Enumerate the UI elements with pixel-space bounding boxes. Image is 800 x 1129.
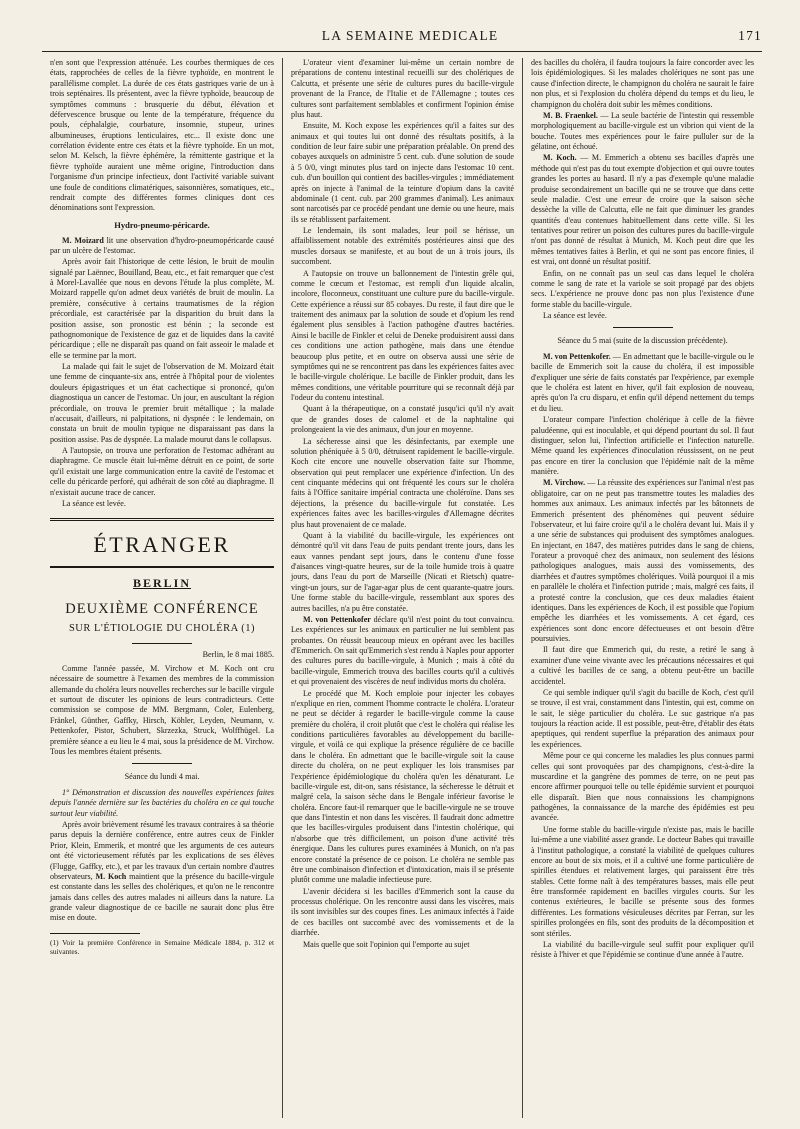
dateline: Berlin, le 8 mai 1885. (202, 650, 274, 660)
paragraph-text: déclare qu'il n'est point du tout convaincu. Les expériences sur les animaux en particulier ne lui semblent pas probantes. On réussit beaucoup mieux en opérant avec les bacilles d'Emmerich. On sait qu'Emmerich s'est rendu à Naples pour apporter des cultures pures du bacille-virgule, à Munich ; mais à côté du bacille-virgule, Emmerich trouva des bacilles courts qu'il a cultivés et qui provenaient des viscères de neuf individus morts du choléra. (291, 614, 514, 687)
speaker-name: M. Koch. (543, 153, 577, 163)
agenda-item: 1° Démonstration et discussion des nouvelles expériences faites depuis l'année dernière sur les bactéries du choléra en ce qui touche surtout leur viabilité. (50, 787, 274, 818)
speaker-name: M. B. Fraenkel. (543, 110, 598, 120)
paragraph-text: Après avoir brièvement résumé les travaux contraires à sa théorie parus depuis la dernière conférence, entre autres ceux de Finkler Prior, Klein, Emmerik, et montré que les arguments de ces auteurs ont été victorieusement réfutés par les explications de ses élèves (Flugge, Gaffky, etc.), et par les travaux d'un certain nombre d'autres observateurs, (50, 820, 274, 881)
paragraph: Ce qui semble indiquer qu'il s'agit du bacille de Koch, c'est qu'il se trouve, il est vrai, constamment dans l'intestin, qui est, comme on le sait, le siège particulier du choléra. Le suc gastrique n'a pas toujours la réaction acide. Il est possible, peut-être, d'établir des états apeptiques, qui rendent superflue la préparation des animaux pour les expériences. (531, 687, 754, 749)
short-divider (132, 643, 192, 644)
paragraph (291, 615, 514, 688)
paragraph: Enfin, on ne connaît pas un seul cas dans lequel le choléra comme le sang de rate et la variole se soit propagé par des objets secs. L'expérience ne prouve donc pas non plus l'existence d'une forme stable du bacille-virgule. (531, 268, 754, 309)
paragraph-text: — La seule bactérie de l'intestin qui ressemble morphologiquement au bacille-virgule est un vibrion qui vient de la bouche. Toutes mes expériences pour le faire pulluler sur de la gélatine, ont échoué. (531, 110, 754, 151)
city-heading: BERLIN (132, 575, 191, 590)
paragraph: Ensuite, M. Koch expose les expériences qu'il a faites sur des animaux et qui toutes lui ont donné des résultats positifs, à la condition de leur faire subir une préparation préalable. On prend des cobayes auxquels on administre 5 cent. cub. d'une solution de soude à 5 0/0, vingt minutes plus tard on injecte dans l'estomac 10 cent. cub. d'un bouillon qui contient des bacilles-virgules ; immédiatement après on injecte à l'animal de la teinture d'opium dans la cavité abdominale (1 cent. cub. par 200 grammes d'animal). Les animaux sont narcotisés par ce procédé pendant une demie ou une heure, mais ils se rétablissent parfaitement. (291, 121, 514, 224)
paragraph: L'orateur vient d'examiner lui-même un certain nombre de préparations de contenu intestinal recueilli sur des cholériques de Calcutta, et présente une série de cultures pures du bacille-virgule provenant de la France, de l'Italie et de l'Allemagne ; toutes ces cultures sont parfaitement semblables et confirment l'opinion émise plus haut. (291, 58, 514, 119)
paragraph (50, 236, 274, 257)
paragraph (531, 111, 754, 153)
paragraph (531, 153, 754, 267)
closing-line: La séance est levée. (543, 311, 607, 320)
paragraph (531, 478, 754, 644)
paragraph: Le lendemain, ils sont malades, leur poil se hérisse, un affaiblissement notable des extrémités postérieures ainsi que des muscles dorsaux se manifeste, et au bout de un à trois jours, ils succombent. (291, 226, 514, 267)
paragraph: La viabilité du bacille-virgule seul suffit pour expliquer qu'il résiste à l'hiver et que l'épidémie se continue d'une année à l'autre. (531, 939, 754, 960)
paragraph: Quant à la viabilité du bacille-virgule, les expériences ont démontré qu'il vit dans l'eau de puits pendant trente jours, dans les eaux vannes pendant sept jours, dans le contenu d'une fosse d'aisances vingt-quatre heures, sur de la toile humide trois à quatre jours, dans l'eau du port de Marseille (Nicati et Rietsch) quatre-vingt-un jours, sur de l'agar-agar plus de cent quarante-quatre jours. Une forme stable du bacille-virgule, ressemblant aux spores des autres bacilles, n'a pu être constatée. (291, 530, 514, 613)
three-column-body (42, 58, 762, 1118)
short-divider (132, 763, 192, 764)
speaker-name: M. Koch (95, 871, 127, 881)
section-divider (50, 518, 274, 521)
column-3 (522, 58, 762, 1118)
paragraph: Après avoir fait l'historique de cette lésion, le bruit de moulin signalé par Laënnec, Bouilland, Beau, etc., et fait remarquer que c'est à Morel-Lavallée que nous en devons l'étude la plus complète, M. Moizard rappelle qu'on admet deux variétés de bruit de moulin. La première, consécutive à certains traumatismes de la région précordiale, est caractérisée par la disparition du bruit dans la position assise, son pronostic est bénin ; la seconde est pathognomonique de l'existence de gaz et de liquides dans la cavité péricardique ; elle ne disparaît pas quand on fait asseoir le malade et elle se termine par la mort. (50, 257, 274, 360)
paragraph: A l'autopsie, on trouva une perforation de l'estomac adhérant au diaphragme. Ce muscle était lui-même détruit en ce point, de sorte qu'il existait une large communication entre la cavité de l'estomac et celle du péricarde perforé, qui adhérait de son côté au diaphragme. Il n'existait aucune trace de cancer. (50, 446, 274, 497)
paragraph (50, 820, 274, 924)
paragraph: Même pour ce qui concerne les maladies les plus connues parmi celles qui sont provoquées par des champignons, c'est-à-dire la muscardine et la gangrène des pommes de terre, on ne peut pas encore affirmer pourquoi telle ou telle épidémie survient et pourquoi elle disparaît. Bien que nous connaissions les champignons pathogènes, la connaissance de la marche des épidémies est peu avancée. (531, 751, 754, 823)
paragraph: L'orateur compare l'infection cholérique à celle de la fièvre paludéenne, qui est inoculable, et qui dépend pourtant du sol. Il faut distinguer, selon lui, l'infection artificielle et l'infection naturelle. Même quand les expériences d'inoculation réussissent, on ne peut pas encore en tirer la conclusion que l'épidémie naît de la même manière. (531, 415, 754, 477)
paragraph: A l'autopsie on trouve un ballonnement de l'intestin grêle qui, comme le cœcum et l'estomac, est rempli d'un liquide alcalin, incolore, floconneux, constituant une culture pure du bacille-virgule. Cette expérience a réussi sur 85 cobayes. Du reste, il faut dire que le traitement des animaux par la solution de soude et d'opium les rend également plus sensibles à l'action pathogène d'autres bactéries. Ainsi le bacille de Finkler et celui de Deneke produisirent aussi dans ces conditions une action pathogène, mais dans une étendue beaucoup plus petite, et en outre on observa aussi une série de symptômes qui ne se rencontrent pas dans les expériences faites avec le bacille-virgule cholérique. Le bacille de Finkler produit, dans les mêmes conditions, une véritable pourriture qui se reconnaît déjà par l'odeur du contenu intestinal. (291, 268, 514, 402)
column-1 (42, 58, 282, 1118)
speaker-name: M. von Pettenkofer. (543, 351, 611, 361)
paragraph: des bacilles du choléra, il faudra toujours la faire concorder avec les lois épidémiologiques. Si les malades cholériques ne sont pas une cause d'infection directe, le champignon du choléra ne saurait le faire non plus, et si l'explosion du choléra dépend du temps et du lieu, le champignon du choléra doit subir les mêmes conditions. (531, 58, 754, 109)
rubric-title: ÉTRANGER (93, 532, 231, 558)
paragraph: Le procédé que M. Koch emploie pour injecter les cobayes n'explique en rien, comment l'homme contracte le choléra. L'orateur ne peut se décider à regarder le bacille-virgule comme la cause première du choléra, il croit plutôt que c'est le choléra qui réalise les conditions particulières favorables au développement du bacille-virgule, et voilà ce qui explique la présence régulière de ce bacille dans le choléra. En admettant que le bacille-virgule soit la cause directe du choléra, on ne peut expliquer les lois transmises par l'expérience épidémiologique du choléra qu'en les dénaturant. Le bacille-virgule est, dit-on, sans résistance, la sécheresse le détruit et malgré cela, la saison sèche dans le Bengale inférieur favorise le choléra. Encore faut-il remarquer que le bacille-virgule ne se trouve que dans l'intestin et non dans les viscères. Il faudrait donc admettre que les bacilles-virgules produisent dans l'intestin cholérique, qui n'absorbe que très difficilement, un poison d'une activité très énergique. Dans les cultures pures examinées à Munich, on n'a pas encore constaté la présence de ce poison. Le choléra ne semble pas être une combinaison d'infection et d'intoxication, mais il se présente plutôt comme une maladie infectieuse pure. (291, 688, 514, 885)
paragraph-text: — La réussite des expériences sur l'animal n'est pas obligatoire, car on ne peut pas transmettre toutes les maladies des hommes aux animaux. Les animaux infectés par les bâtonnets de Emmerich présentent des phénomènes qui peuvent séduire l'observateur, et lui faire croire qu'il a le choléra devant lui. Mais il y a une série de substances qui produisent des symptômes analogues. En injectant, en 1847, des matières putrides dans le sang de chiens, l'orateur a provoqué chez des animaux, non seulement des lésions pathologiques analogues, mais aussi des vomissements, des diarrhées et d'autres symptômes cholériques. Voilà pourquoi il a mis en parallèle le choléra et l'infection putride ; mais, malgré ces faits, il a protesté contre la conclusion, que ces deux maladies étaient identiques. Dans les expériences de Koch, il est possible que l'opium empêche les diarrhées et les vomissements. A cet égard, ces expériences sont donc encore défectueuses et ont besoin d'être poursuivies. (531, 478, 754, 644)
footnote-rule (50, 933, 140, 934)
short-divider (613, 327, 673, 328)
paragraph-text: — M. Emmerich a obtenu ses bacilles d'après une méthode qui n'est pas du tout exempte d'objection et qui ouvre toutes grandes les portes au hasard. Il n'y a pas d'exemple qu'une maladie produise secondairement un bacille qui ne se trouve que dans cette seule maladie. C'est une erreur de croire que la saison sèche dessèche la ville de Calcutta, elle ne fait que diminuer les grandes quantités d'eau contenues habituellement dans cette ville. Si les tentatives pour retirer un poison des cultures pures du bacille-virgule n'ont pas donné de résultat à Munich, M. Koch peut dire que les mêmes tentatives faites à Berlin, et qui ne sont pas encore finies, il est vrai, ont donné un résultat positif. (531, 153, 754, 267)
paragraph: Mais quelle que soit l'opinion qui l'emporte au sujet (303, 939, 470, 949)
article-subtitle: SUR L'ÉTIOLOGIE DU CHOLÉRA (1) (68, 622, 256, 634)
journal-title: LA SEMAINE MEDICALE (321, 28, 499, 43)
paragraph: Il faut dire que Emmerich qui, du reste, a retiré le sang à examiner d'une veine vivante avec les précautions nécessaires et qui a cultivé les bacilles de ce sang, a obtenu peut-être un bacille accidentel. (531, 645, 754, 686)
paragraph: Comme l'année passée, M. Virchow et M. Koch ont cru nécessaire de soumettre à l'examen des membres de la commission allemande du choléra leurs nouvelles recherches sur le bacille virgule et surtout de discuter les opinions de leurs contradicteurs. Cette commission se compose de MM. Bergmann, Coler, Eulenberg, Fränkel, Günther, Gaffky, Hirsch, Köhler, Leyden, Neumann, v. Pettenkofer, Pistor, Schubert, Skrzezka, Struck, Wolffhügel. La première séance a eu lieu le 4 mai, sous la présidence de M. Virchow. Tous les membres étaient présents. (50, 663, 274, 756)
paragraph: Une forme stable du bacille-virgule n'existe pas, mais le bacille lui-même a une viabilité assez grande. Le docteur Babes qui travaille à l'institut pathologique, a constaté la viabilité de quelques cultures encore au bout de six mois, et il a cultivé une forme particulière de spirilles étendues et relativement larges, qui paraissent être très stables. Cette forme naît à des températures basses, mais elle peut être transformée rapidement en bacilles virgules courts. Sur les contenus extérieures, le bacille se présente sous des formes différentes. Les formations vésiculeuses décrites par Ferran, sur les spirilles prolongées en fils, sont des produits de la décomposition et sont stériles. (531, 824, 754, 938)
paragraph-text: maintient que la présence du bacille-virgule est constante dans les selles des cholériques, et qu'on ne le rencontre jamais dans celles des autres malades ni ailleurs dans la nature. La grande valeur diagnostique de ce bacille ne saurait donc plus être mise en doute. (50, 871, 274, 923)
session-heading: Séance du 5 mai (suite de la discussion précédente). (557, 336, 728, 346)
paragraph: L'avenir décidera si les bacilles d'Emmerich sont la cause du processus cholérique. On les rencontre aussi dans les viscères, mais ils sont invisibles sur des coupes fines. Les animaux infectés à l'aide de ces bacilles ont succombé avec des vomissements et de la diarrhée. (291, 886, 514, 938)
paragraph (531, 352, 754, 414)
paragraph: Quant à la thérapeutique, on a constaté jusqu'ici qu'il n'y avait que de grandes doses de calomel et de la naphtaline qui prolongeaient la vie des animaux, d'un jour en moyenne. (291, 404, 514, 435)
paragraph: La sécheresse ainsi que les désinfectants, par exemple une solution phéniquée à 5 0/0, détruisent rapidement le bacille-virgule. Koch cite encore une nouvelle observation faite sur l'homme, observation qui peut remplacer une expérience d'infection. Un des cent cinquante médecins qui ont fréquenté les cours sur le choléra faits à l'Office sanitaire impérial contracta une choléroïne. Dans ses déjections, la présence du bacille-virgule fut constatée. Les expériences faites avec les bacilles-virgules d'Allemagne décrites plus haut provenaient de ce malade. (291, 436, 514, 529)
paragraph-text: — En admettant que le bacille-virgule ou le bacille de Emmerich soit la cause du choléra, il est impossible d'expliquer une série de faits constatés par l'expérience, par exemple que le choléra est latent en hiver, qu'il fait explosion de nouveau, après qu'on l'a cru disparu, et enfin qu'il dépend nettement du temps et du lieu. (531, 351, 754, 413)
session-heading: Séance du lundi 4 mai. (124, 772, 200, 782)
paragraph: La malade qui fait le sujet de l'observation de M. Moizard était une femme de cinquante-six ans, entrée à l'hôpital pour de violentes douleurs épigastriques et un état cachectique si prononcé, qu'on diagnostiqua un cancer de l'estomac. Un jour, en auscultant la région précordiale, on trouva le premier bruit métallique ; la malade n'accusait, d'ailleurs, ni palpitations, ni dyspnée : le lendemain, on constata un bruit de moulin typique ne disparaissant pas dans la position assise. Pas de dyspnée. La malade mourut dans le collapsus. (50, 362, 274, 444)
paragraph-text: lit une observation d'hydro-pneumopéricarde causé par un ulcère de l'estomac. (50, 235, 275, 255)
section-title: Hydro-pneumo-péricarde. (114, 219, 210, 230)
speaker-name: M. Moizard (62, 235, 104, 245)
closing-line: La séance est levée. (62, 498, 126, 508)
rubric-rule (50, 566, 274, 568)
page-number: 171 (738, 28, 762, 43)
speaker-name: M. Virchow. (543, 478, 586, 488)
paragraph: n'en sont que l'expression atténuée. Les courbes thermiques de ces états, rapprochées de celles de la fièvre typhoïde, en montrent le parallélisme complet. La durée de ces états gastriques varie de un à trois septénaires. Ils présentent, avec la fièvre typhoïde, beaucoup de symptômes communs : brusquerie du début, élévation et défervescence brusque ou lente de la température, fréquence du pouls, céphalalgie, courbature, insomnie, stupeur, urines albumineuses, éruptions lenticulaires, etc... Il existe donc une corrélation évidente entre ces états et la fièvre typhoïde. En un mot, selon M. Kelsch, la fièvre éphémère, la rémittente gastrique et la fièvre typhoïde auraient une même origine, l'introduction dans l'organisme d'un principe infectieux, dont l'activité variable suivant une foule de conditions climatériques, saisonnières, somatiques, etc., rendrait compte des différentes formes cliniques dont ces dénominations sont l'expression. (50, 58, 274, 213)
footnote: (1) Voir la première Conférence in Semaine Médicale 1884, p. 312 et suivantes. (50, 937, 274, 957)
column-2 (282, 58, 522, 1118)
speaker-name: M. von Pettenkofer (303, 614, 371, 624)
running-head (42, 28, 762, 52)
article-title: DEUXIÈME CONFÉRENCE (65, 601, 259, 618)
